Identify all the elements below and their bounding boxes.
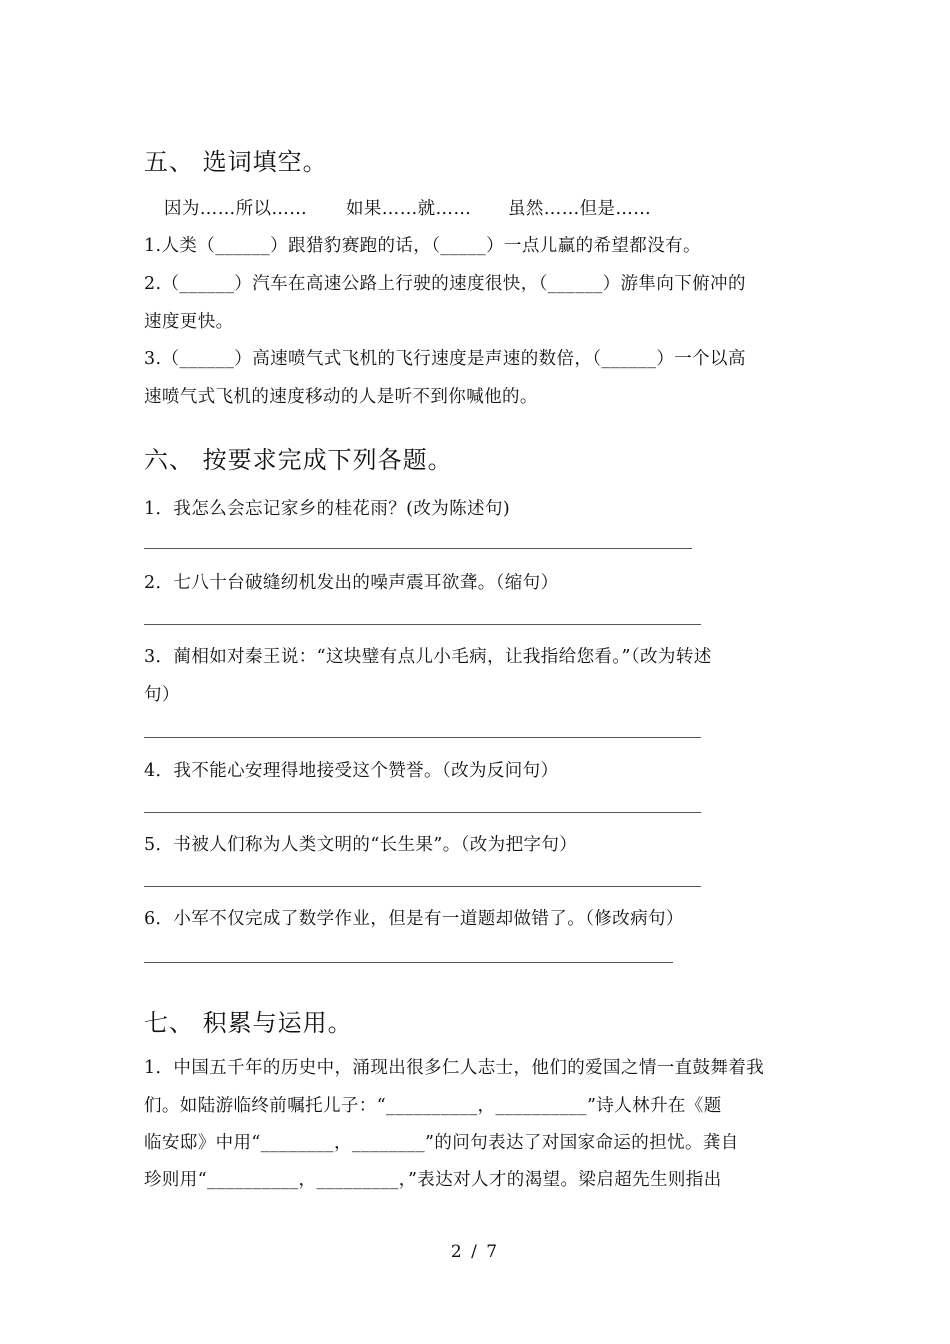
- word-option-1: 因为……所以……: [164, 199, 308, 219]
- fill-question-1: 1.人类（______）跟猎豹赛跑的话，（_____）一点儿赢的希望都没有。: [144, 236, 701, 256]
- answer-line-3[interactable]: [144, 737, 701, 738]
- task-3-prompt-line-1: 3．蔺相如对秦王说：“这块璧有点儿小毛病，让我指给您看。”（改为转述: [144, 647, 712, 667]
- section-5-heading: 五、 选词填空。: [144, 148, 328, 176]
- word-option-3: 虽然……但是……: [508, 199, 652, 219]
- task-1-prompt: 1．我怎么会忘记家乡的桂花雨？(改为陈述句): [144, 499, 511, 519]
- accumulation-text-line-4: 珍则用“__________，_________，”表达对人才的渴望。梁启超先生则指出: [144, 1170, 722, 1190]
- fill-question-2-line-2: 速度更快。: [144, 312, 234, 332]
- task-3-prompt-line-2: 句）: [144, 685, 180, 705]
- word-option-2: 如果……就……: [346, 199, 472, 219]
- fill-question-3-line-2: 速喷气式飞机的速度移动的人是听不到你喊他的。: [144, 387, 538, 407]
- accumulation-text-line-2: 们。如陆游临终前嘱托儿子：“__________，__________”诗人林升在《题: [144, 1096, 722, 1116]
- answer-line-1[interactable]: [144, 548, 692, 549]
- task-5-prompt: 5．书被人们称为人类文明的“长生果”。（改为把字句）: [144, 835, 578, 855]
- accumulation-text-line-1: 1．中国五千年的历史中，涌现出很多仁人志士，他们的爱国之情一直鼓舞着我: [144, 1058, 765, 1078]
- accumulation-text-line-3: 临安邸》中用“________，________”的问句表达了对国家命运的担忧。龚自: [144, 1133, 739, 1153]
- fill-question-3-line-1: 3.（______）高速喷气式飞机的飞行速度是声速的数倍，（______）一个以高: [144, 349, 746, 369]
- section-7-heading: 七、 积累与运用。: [144, 1009, 353, 1037]
- task-6-prompt: 6．小军不仅完成了数学作业，但是有一道题却做错了。（修改病句）: [144, 909, 684, 929]
- page-number: 2 / 7: [450, 1242, 500, 1262]
- answer-line-4[interactable]: [144, 812, 701, 813]
- answer-line-6[interactable]: [144, 962, 673, 963]
- task-4-prompt: 4．我不能心安理得地接受这个赞誉。（改为反问句）: [144, 761, 559, 781]
- section-6-heading: 六、 按要求完成下列各题。: [144, 446, 453, 474]
- task-2-prompt: 2．七八十台破缝纫机发出的噪声震耳欲聋。（缩句）: [144, 573, 559, 593]
- answer-line-2[interactable]: [144, 624, 701, 625]
- fill-question-2-line-1: 2.（______）汽车在高速公路上行驶的速度很快，（______）游隼向下俯冲的: [144, 274, 746, 294]
- answer-line-5[interactable]: [144, 886, 701, 887]
